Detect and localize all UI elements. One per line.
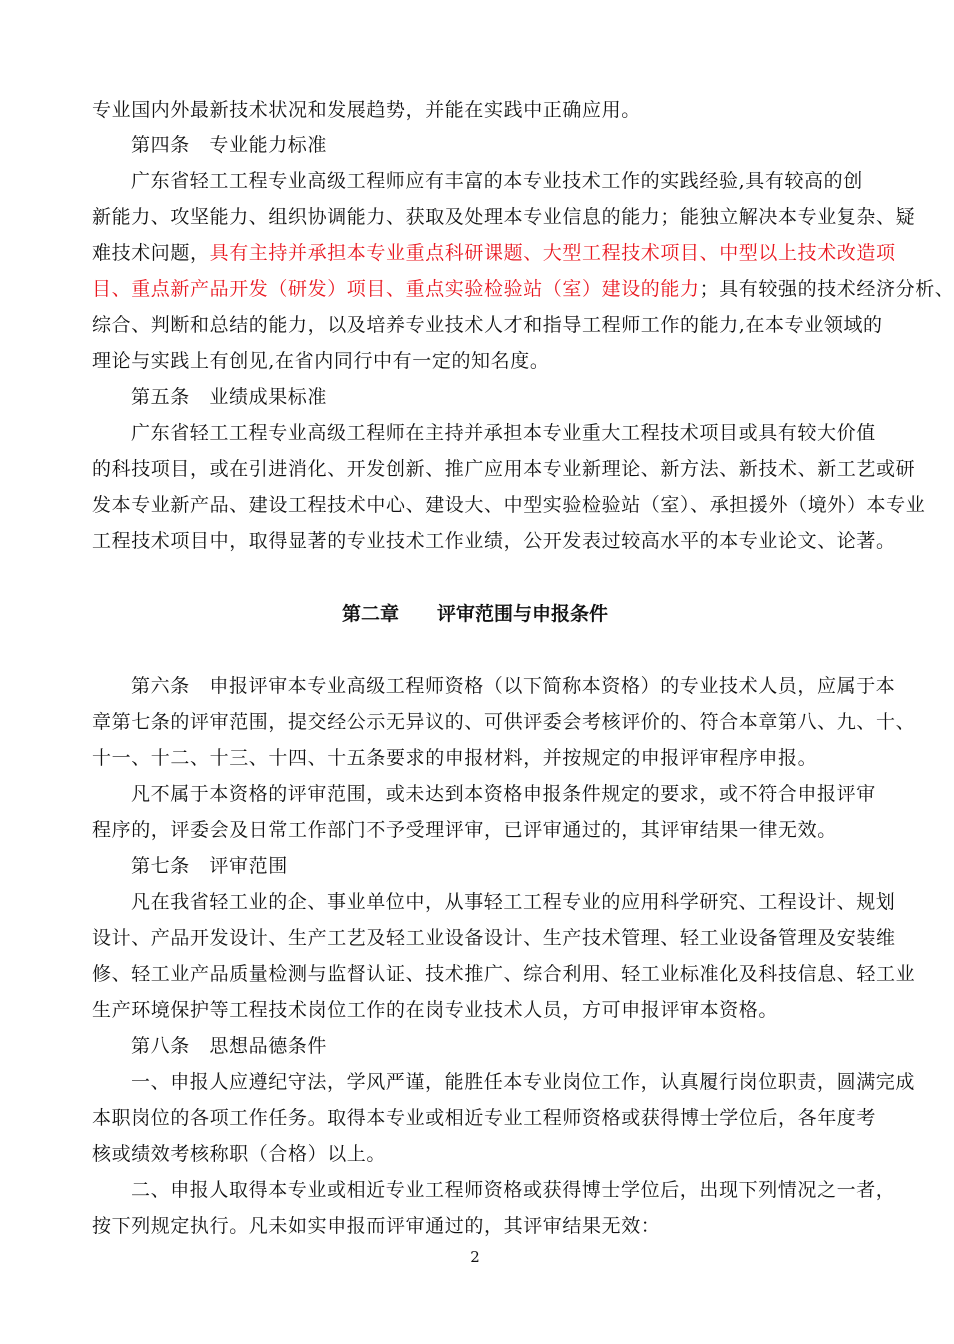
article-5-title: 第五条 业绩成果标准 — [131, 386, 328, 408]
chapter-heading: 第二章 评审范围与申报条件 — [341, 603, 608, 625]
body-line: 综合、判断和总结的能力，以及培养专业技术人才和指导工程师工作的能力,在本专业领域的 — [92, 314, 883, 336]
body-line: 发本专业新产品、建设工程技术中心、建设大、中型实验检验站（室）、承担援外（境外）本专业 — [92, 494, 926, 516]
body-line: 十一、十二、十三、十四、十五条要求的申报材料，并按规定的申报评审程序申报。 — [92, 747, 818, 769]
body-line: 程序的，评委会及日常工作部门不予受理评审，已评审通过的，其评审结果一律无效。 — [92, 819, 837, 841]
body-text: 难技术问题， — [92, 242, 210, 264]
body-line: 新能力、攻坚能力、组织协调能力、获取及处理本专业信息的能力；能独立解决本专业复杂、疑 — [92, 206, 916, 228]
body-line: 章第七条的评审范围，提交经公示无异议的、可供评委会考核评价的、符合本章第八、九、十、 — [92, 711, 916, 733]
body-line: 专业国内外最新技术状况和发展趋势，并能在实践中正确应用。 — [92, 99, 641, 121]
body-line: 广东省轻工工程专业高级工程师在主持并承担本专业重大工程技术项目或具有较大价值 — [131, 422, 876, 444]
body-line: 一、申报人应遵纪守法，学风严谨，能胜任本专业岗位工作，认真履行岗位职责，圆满完成 — [131, 1071, 916, 1093]
highlighted-text: 目、重点新产品开发（研发）项目、重点实验检验站（室）建设的能力 — [92, 278, 700, 300]
body-line: 凡不属于本资格的评审范围，或未达到本资格申报条件规定的要求，或不符合申报评审 — [131, 783, 876, 805]
body-line: 设计、产品开发设计、生产工艺及轻工业设备设计、生产技术管理、轻工业设备管理及安装维 — [92, 927, 896, 949]
body-line: 理论与实践上有创见,在省内同行中有一定的知名度。 — [92, 350, 550, 372]
article-7-title: 第七条 评审范围 — [131, 855, 288, 877]
body-line: 广东省轻工工程专业高级工程师应有丰富的本专业技术工作的实践经验,具有较高的创 — [131, 170, 863, 192]
body-text: ；具有较强的技术经济分析、 — [699, 278, 954, 300]
body-line: 工程技术项目中，取得显著的专业技术工作业绩，公开发表过较高水平的本专业论文、论著。 — [92, 530, 896, 552]
body-line: 二、申报人取得本专业或相近专业工程师资格或获得博士学位后，出现下列情况之一者， — [131, 1179, 896, 1201]
article-4-title: 第四条 专业能力标准 — [131, 134, 328, 156]
article-6-line: 第六条 申报评审本专业高级工程师资格（以下简称本资格）的专业技术人员，应属于本 — [131, 675, 896, 697]
highlighted-text: 具有主持并承担本专业重点科研课题、大型工程技术项目、中型以上技术改造项 — [209, 242, 896, 264]
body-line: 凡在我省轻工业的企、事业单位中，从事轻工工程专业的应用科学研究、工程设计、规划 — [131, 891, 896, 913]
article-8-title: 第八条 思想品德条件 — [131, 1035, 328, 1057]
body-line — [92, 241, 896, 265]
body-line: 的科技项目，或在引进消化、开发创新、推广应用本专业新理论、新方法、新技术、新工艺或研 — [92, 458, 916, 480]
page-number: 2 — [470, 1248, 480, 1266]
body-line: 生产环境保护等工程技术岗位工作的在岗专业技术人员，方可申报评审本资格。 — [92, 999, 779, 1021]
body-line: 按下列规定执行。凡未如实申报而评审通过的，其评审结果无效： — [92, 1215, 661, 1237]
body-line: 本职岗位的各项工作任务。取得本专业或相近专业工程师资格或获得博士学位后，各年度考 — [92, 1107, 877, 1129]
body-line: 修、轻工业产品质量检测与监督认证、技术推广、综合利用、轻工业标准化及科技信息、轻工业 — [92, 963, 916, 985]
body-line — [92, 277, 954, 301]
body-line: 核或绩效考核称职（合格）以上。 — [92, 1143, 387, 1165]
